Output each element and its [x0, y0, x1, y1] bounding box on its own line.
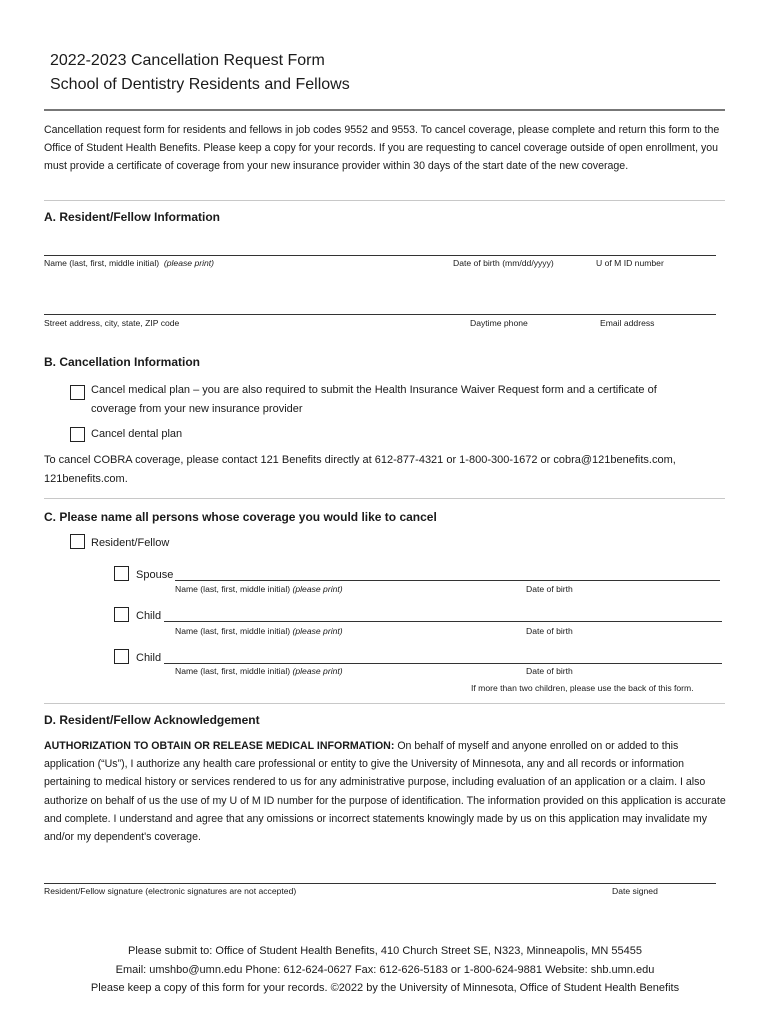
cancel-medical-checkbox[interactable] — [70, 385, 85, 400]
spouse-label: Spouse — [136, 569, 174, 581]
cancel-medical-label: Cancel medical plan – you are also required to submit the Health Insurance Waiver Request form and a certificate of — [91, 384, 657, 396]
address-label: Street address, city, state, ZIP code — [44, 318, 180, 328]
header-divider — [44, 109, 725, 111]
child1-label: Child — [136, 610, 162, 622]
section-a-heading: A. Resident/Fellow Information — [44, 210, 221, 224]
child2-label: Child — [136, 652, 162, 664]
child2-checkbox[interactable] — [114, 649, 129, 664]
signature-field[interactable] — [44, 883, 716, 884]
intro-paragraph: Cancellation request form for residents and fellows in job codes 9552 and 9553. To cancel coverage, please complete and return this form to the Office of Student Health Benefits. Please keep a copy for your records. If you are requesting to cancel coverage outside of open enrollment, you must provide a certificate of coverage from your new insurance provider within 30 days of the start date of the new coverage. — [44, 124, 720, 173]
cobra-note-cont: 121benefits.com. — [44, 473, 128, 485]
cancel-dental-label: Cancel dental plan — [91, 428, 183, 440]
spouse-name-label: Name (last, first, middle initial) (please print) — [175, 584, 343, 594]
child2-dob-label: Date of birth — [526, 666, 573, 676]
date-signed-label: Date signed — [612, 886, 658, 896]
section-b-heading: B. Cancellation Information — [44, 355, 201, 369]
form-subtitle: School of Dentistry Residents and Fellows — [50, 76, 350, 93]
spouse-dob-label: Date of birth — [526, 584, 573, 594]
footer-contact: Email: umshbo@umn.edu Phone: 612-624-0627 Fax: 612-626-5183 or 1-800-624-9881 Website: shb.umn.edu — [115, 964, 655, 976]
umid-label: U of M ID number — [596, 258, 664, 268]
resident-fellow-label: Resident/Fellow — [91, 537, 170, 549]
form-title: 2022-2023 Cancellation Request Form — [50, 52, 325, 69]
section-d-heading: D. Resident/Fellow Acknowledgement — [44, 713, 260, 727]
address-phone-email-field[interactable] — [44, 314, 716, 315]
email-label: Email address — [600, 318, 655, 328]
child1-name-field[interactable] — [164, 621, 722, 622]
child1-dob-label: Date of birth — [526, 626, 573, 636]
child2-name-field[interactable] — [164, 663, 722, 664]
authorization-paragraph: AUTHORIZATION TO OBTAIN OR RELEASE MEDICAL INFORMATION: On behalf of myself and anyone enrolled on or added to this application (“Us”), I authorize any health care professional or entity to give the University of Minnesota, any and all records or information pertaining to medical history or services rendered to us for any administrative purpose, including evaluation of an application or a claim. I also authorize on behalf of us the use of my U of M ID number for the purpose of identification. The information provided on this application is accurate and complete. I understand and agree that any omissions or incorrect statements knowingly made by us on this application may invalidate my and/or my dependent's coverage. — [44, 740, 726, 844]
footer-copyright: Please keep a copy of this form for your records. ©2022 by the University of Minnesota, Office of Student Health Benefits — [90, 982, 680, 994]
more-children-note: If more than two children, please use the back of this form. — [471, 683, 694, 693]
child1-name-label: Name (last, first, middle initial) (please print) — [175, 626, 343, 636]
cancel-dental-checkbox[interactable] — [70, 427, 85, 442]
child2-name-label: Name (last, first, middle initial) (please print) — [175, 666, 343, 676]
spouse-checkbox[interactable] — [114, 566, 129, 581]
divider — [44, 703, 725, 704]
footer-address: Please submit to: Office of Student Health Benefits, 410 Church Street SE, N323, Minneapolis, MN 55455 — [127, 945, 643, 957]
cobra-note: To cancel COBRA coverage, please contact 121 Benefits directly at 612-877-4321 or 1-800-300-1672 or cobra@121benefits.com, — [44, 454, 676, 466]
child1-checkbox[interactable] — [114, 607, 129, 622]
section-c-heading: C. Please name all persons whose coverage you would like to cancel — [44, 510, 437, 524]
name-label: Name (last, first, middle initial) (please print) — [44, 258, 215, 268]
dob-label: Date of birth (mm/dd/yyyy) — [453, 258, 554, 268]
spouse-name-field[interactable] — [175, 580, 720, 581]
divider — [44, 200, 725, 201]
signature-label: Resident/Fellow signature (electronic signatures are not accepted) — [44, 886, 297, 896]
name-dob-id-field[interactable] — [44, 255, 716, 256]
cancel-medical-label-cont: coverage from your new insurance provider — [91, 403, 303, 415]
phone-label: Daytime phone — [470, 318, 528, 328]
resident-fellow-checkbox[interactable] — [70, 534, 85, 549]
divider — [44, 498, 725, 499]
